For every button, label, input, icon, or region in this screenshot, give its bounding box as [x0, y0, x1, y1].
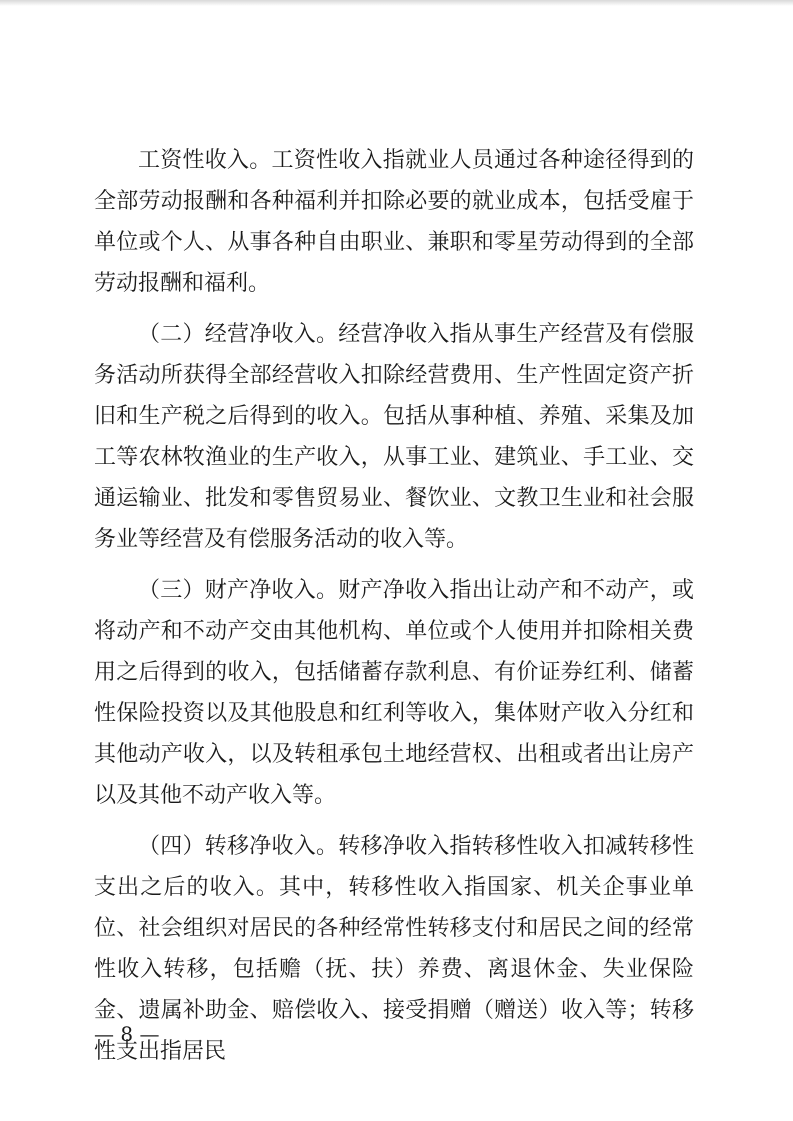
- paragraph-wage-income: 工资性收入。工资性收入指就业人员通过各种途径得到的全部劳动报酬和各种福利并扣除必要的就业成本，包括受雇于单位或个人、从事各种自由职业、兼职和零星劳动得到的全部劳动报酬和福利。: [94, 148, 694, 296]
- scan-edge: [0, 0, 793, 6]
- body-text: [94, 140, 694, 1082]
- paragraph-operating-income: （二）经营净收入。经营净收入指从事生产经营及有偿服务活动所获得全部经营收入扣除经营费用、生产性固定资产折旧和生产税之后得到的收入。包括从事种植、养殖、采集及加工等农林牧渔业的生产收入，从事工业、建筑业、手工业、交通运输业、批发和零售贸易业、餐饮业、文教卫生业和社会服务业等经营及有偿服务活动的收入等。: [94, 322, 694, 552]
- page-number: — 8 —: [94, 1022, 160, 1046]
- paragraph-property-income: （三）财产净收入。财产净收入指出让动产和不动产，或将动产和不动产交由其他机构、单位或个人使用并扣除相关费用之后得到的收入，包括储蓄存款利息、有价证券红利、储蓄性保险投资以及其他股息和红利等收入，集体财产收入分红和其他动产收入，以及转租承包土地经营权、出租或者出让房产以及其他不动产收入等。: [94, 578, 694, 808]
- paragraph-transfer-income: （四）转移净收入。转移净收入指转移性收入扣减转移性支出之后的收入。其中，转移性收入指国家、机关企事业单位、社会组织对居民的各种经常性转移支付和居民之间的经常性收入转移，包括赡（抚、扶）养费、离退休金、失业保险金、遗属补助金、赔偿收入、接受捐赠（赠送）收入等；转移性支出指居民: [94, 834, 694, 1064]
